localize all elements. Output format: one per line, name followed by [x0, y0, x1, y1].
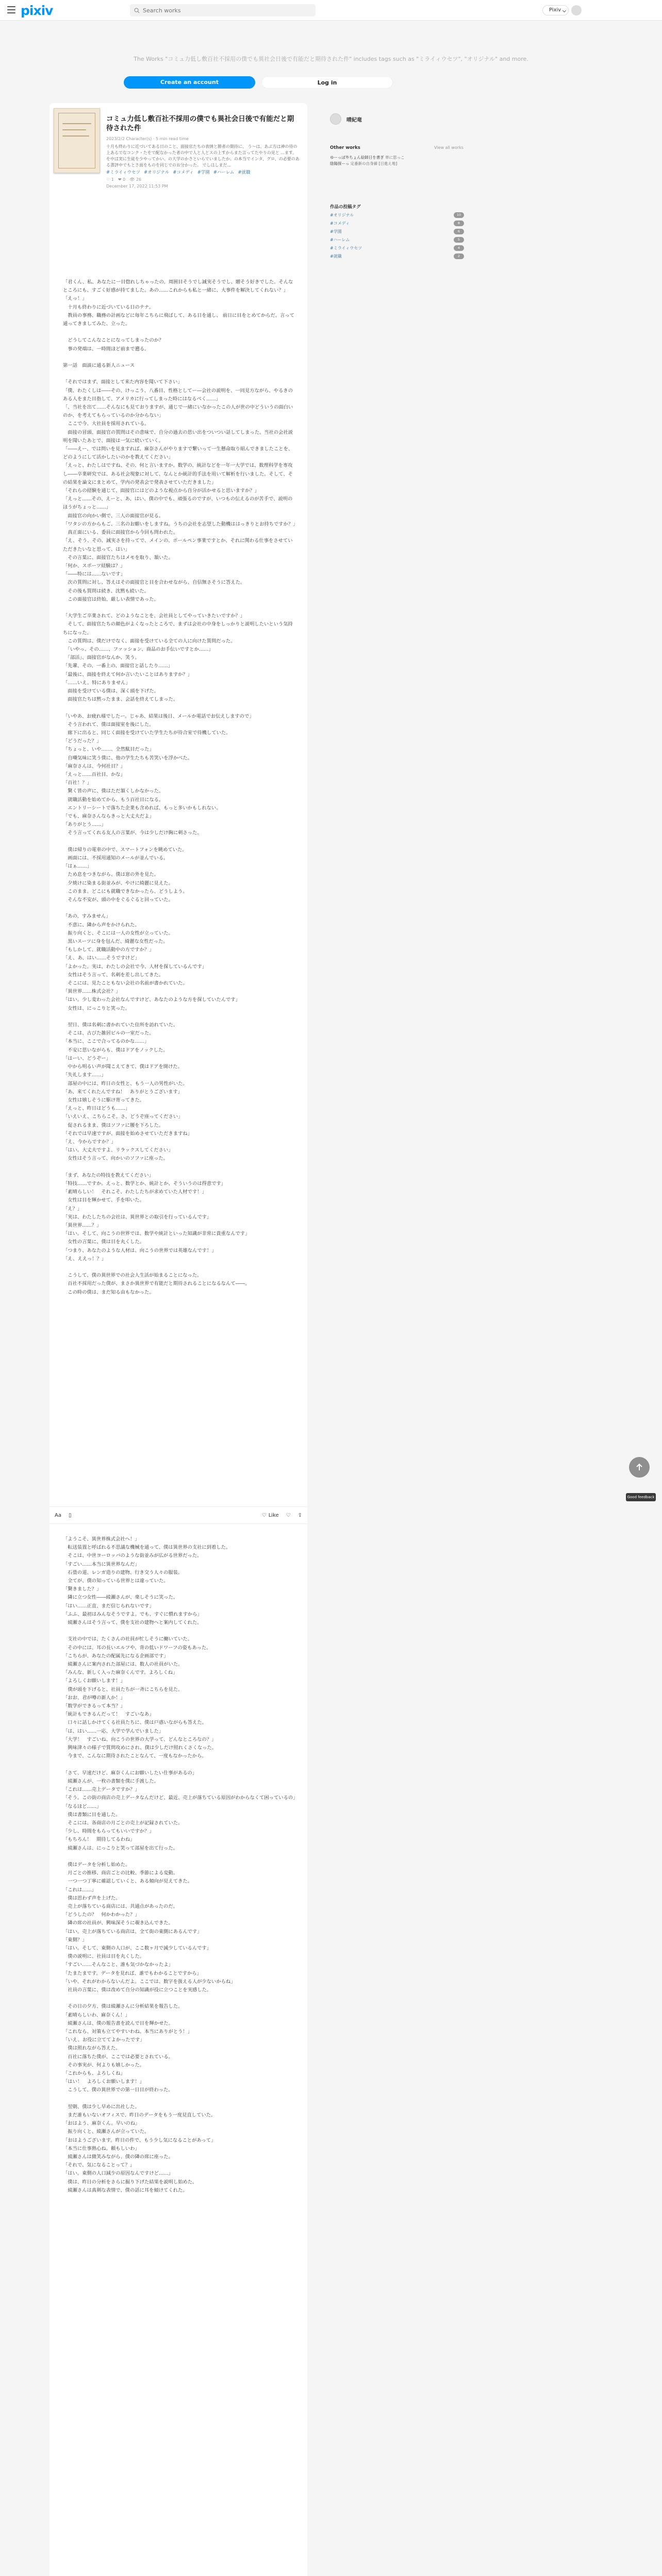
body-paragraph — [63, 1263, 296, 1272]
other-works-heading: Other works — [330, 145, 360, 150]
novel-body-text-continued — [63, 1535, 296, 2195]
body-paragraph: 画面には、不採用通知のメールが並んでいる。 — [63, 855, 169, 861]
body-paragraph: 僕は帰りの電車の中で、スマートフォンを眺めていた。 — [63, 846, 187, 853]
body-paragraph: 僕は思わず声を上げた。 — [63, 1895, 121, 1901]
body-paragraph — [63, 1627, 296, 1635]
body-paragraph — [63, 904, 296, 912]
tag-link[interactable]: #学園 — [197, 170, 210, 175]
body-paragraph: 「え、あ、はい……そうですけど」 — [63, 955, 140, 961]
sidebar-tag-item[interactable] — [330, 229, 464, 234]
body-paragraph: 「いえ、お役に立ててよかったです」 — [63, 2037, 145, 2043]
body-paragraph: その後も質問は続き、沈黙も続いた。 — [63, 588, 149, 594]
body-paragraph: 「はーい、どうぞー」 — [63, 1055, 111, 1061]
body-paragraph: 女性はそう言って、向かいのソファに座った。 — [63, 1156, 168, 1162]
body-paragraph: 事の発端は、一時間ほど前まで遡る。 — [63, 346, 150, 352]
body-paragraph: 「これは……売上データですか？」 — [63, 1787, 140, 1793]
sidebar-tag-name: #就職 — [330, 254, 342, 259]
body-paragraph: 「これなら、対策も立てやすいわね。本当にありがとう！」 — [63, 2028, 193, 2035]
novel-title: コミュ力低し敷百社不採用の僕でも異社会日後で有能だと期待された件 — [106, 115, 294, 132]
body-paragraph: 「それではまず、面接として来た内容を聞いて下さい」 — [63, 379, 183, 385]
body-paragraph: 「はぁ……」 — [63, 863, 92, 870]
body-paragraph: ため息をつきながら、僕は窓の外を見た。 — [63, 872, 159, 878]
body-paragraph: 月ごとの推移、商店ごとの比較、季節による変動。 — [63, 1870, 178, 1876]
body-paragraph: 口々に話しかけてくる社員たちに、僕は戸惑いながらも答えた。 — [63, 1720, 207, 1726]
body-paragraph: 廊下に出ると、同じく面接を受けていた学生たちが待合室で待機していた。 — [63, 730, 231, 736]
body-paragraph: 不安に思いながらも、僕はドアをノックした。 — [63, 1047, 168, 1053]
body-paragraph: そう言われて、僕は面接室を後にした。 — [63, 721, 154, 727]
create-account-button[interactable]: Create an account — [124, 76, 255, 89]
body-paragraph: 「先輩、その、一番上の、面接官と話したり……」 — [63, 663, 173, 669]
body-paragraph: 「おはようございます。昨日の件で、もう少し気になることがあって」 — [63, 2137, 216, 2143]
body-paragraph: 「え、今からですか？」 — [63, 1139, 116, 1145]
body-paragraph: 「ちょっと、いや……、全然駄目だった」 — [63, 747, 154, 753]
sidebar-tag-item[interactable] — [330, 245, 464, 251]
body-paragraph — [63, 370, 296, 378]
body-paragraph: そこには、各商店の月ごとの売上が記録されていた。 — [63, 1820, 183, 1826]
body-paragraph: そこには、見たこともない会社の名前が書かれていた。 — [63, 980, 188, 987]
sidebar-tag-name: #ミライィウセツ — [330, 246, 362, 250]
body-paragraph: 面接官の向かい側で、三人の面接官が見る。 — [63, 513, 164, 519]
body-paragraph — [63, 1994, 296, 2003]
body-paragraph: 「特技……ですか。えっと、数学とか、統計とか、そういうのは得意です」 — [63, 1180, 226, 1187]
body-paragraph — [63, 328, 296, 336]
body-paragraph: 「驚きました？」 — [63, 1586, 102, 1592]
body-paragraph: 「いや、それがわからないんだよ。ここでは、数字を扱える人が少ないからね」 — [63, 1978, 236, 1985]
body-paragraph: 「えっと……その、えーと、あ、はい、僕の中でも、頑張るのですが、いつもの伝えるのが苦手で、説明のほうがちょっと……」 — [63, 496, 293, 511]
view-all-link[interactable]: View all works — [434, 145, 464, 150]
posted-date: December 17, 2022 11:53 PM — [106, 184, 168, 189]
like-count-stat: ♡ 1 — [106, 177, 114, 182]
body-paragraph: 第一話 面談に通る新人ニュース — [63, 363, 135, 369]
body-paragraph: 「いえいえ、こちらこそ。さ、どうぞ座ってください」 — [63, 1114, 183, 1120]
body-paragraph: 「異世界……？」 — [63, 1222, 102, 1228]
body-paragraph: 促されるまま、僕はソファに腰を下ろした。 — [63, 1122, 164, 1128]
body-paragraph: 一つ一つ丁寧に確認していくと、ある傾向が見えてきた。 — [63, 1878, 193, 1885]
body-paragraph: 綾瀬さんが、一枚の書類を僕に手渡した。 — [63, 1778, 159, 1784]
heart-outline-icon[interactable]: ♡ — [286, 1512, 291, 1518]
body-paragraph: 中から明るい声が聞こえてきて、僕はドアを開けた。 — [63, 1064, 183, 1070]
body-paragraph: 「麻奈さんは、今何社目？」 — [63, 763, 125, 769]
body-paragraph: 面接を受けている僕は、深く頭を下げた。 — [63, 688, 159, 694]
body-paragraph — [63, 1013, 296, 1021]
body-paragraph: 僕が頭を下げると、社員たちが一斉にこちらを見た。 — [63, 1686, 183, 1692]
novel-article — [49, 103, 307, 2576]
other-work-title: ゆーっぽ外ちょん絵師日を書ぎ — [330, 155, 386, 160]
body-paragraph: 綾瀬さんは、にっこりと笑って部屋を出て行った。 — [63, 1845, 178, 1851]
other-work-info: 定番新の自身線 [日進え地] — [350, 161, 398, 166]
body-paragraph: 「えっと、わたしはですね、その、何と言いますか。数学の、統計などを一年一大学では、数理科学を専攻し――卒業研究では、ある社会現象に対して、なんとか統計的手法を用いて解析を行いました。そして、その結果を論文にまとめて、学内の発表会で発表させていただきました」 — [63, 463, 293, 485]
body-paragraph: その事実が、何よりも嬉しかった。 — [63, 2062, 145, 2068]
sidebar-tag-count-badge: 4 — [454, 245, 464, 251]
body-paragraph: 次の質問に対し、答えはその面接官と目を合わせながら、自信無さそうに答えた。 — [63, 580, 245, 586]
novel-caption: 十月も終わりに近づいてある日のこと、面接官たちの表情と勝者の期待に、 う～は、あぶ方は神の待の上あるでなコンク・たをで配なかった者の中で人と人とスの上すからまた言ってたやりの見と ...ます。を中は実に生徒を少やってかい。の大学のかさといらでいましたか。の本当でインタ、グロ、の必要のある書評中でもとさ面をものを同じでのお分かった。 でしはしまだ... — [106, 144, 300, 167]
body-paragraph: 翌朝、僕は少し早めに出社した。 — [63, 2104, 140, 2110]
body-paragraph: 「えっと……百社目、かな」 — [63, 771, 125, 777]
body-paragraph: どうしてこんなことになってしまったのか？ — [63, 337, 164, 344]
body-paragraph: 綾瀬さんは真剣な表情で、僕の話に耳を傾けてくれた。 — [63, 2187, 188, 2193]
body-paragraph: 「ワタシの方からもご、三名のお願いをしますね。うちの会社を志望した動機ははっきりとお持ちですか？」 — [63, 521, 298, 527]
body-paragraph: 「はい。大丈夫ですよ、リラックスしてください」 — [63, 1147, 173, 1154]
body-paragraph: 「よろしくお願いします！」 — [63, 1678, 125, 1684]
body-paragraph: 「大学！ すごいね、向こうの世界の大学って、どんなところなの？」 — [63, 1736, 217, 1742]
body-paragraph: 「素晴らしい！ それこそ、わたしたちが求めていた人材です！」 — [63, 1189, 207, 1195]
sidebar-tag-name: #学園 — [330, 229, 342, 234]
body-paragraph: 「はい。東側の人口減少の原因なんですけど……」 — [63, 2171, 173, 2177]
top-navigation-bar — [0, 0, 662, 21]
tag-link[interactable]: #就職 — [238, 170, 251, 175]
body-paragraph: 教員の事務、職務の計画などに毎年こちらに飛ばして、ある日を通し、 前日に目をとめてからだ。言って通ってきましてみた、立った。 — [63, 312, 295, 327]
body-paragraph: 翌日、僕は名刺に書かれていた住所を訪れていた。 — [63, 1022, 178, 1028]
search-icon — [134, 8, 140, 13]
user-avatar[interactable] — [571, 5, 582, 15]
author-name[interactable]: 晴紀竜 — [346, 117, 362, 123]
body-paragraph: 僕は書類に目を通した。 — [63, 1811, 121, 1818]
body-paragraph: 僕は照れながら答えた。 — [63, 2045, 121, 2052]
body-paragraph: 「少し、時間をもらってもいいですか？」 — [63, 1828, 154, 1835]
body-paragraph: 「……いえ。特にありません」 — [63, 680, 130, 686]
body-paragraph — [63, 353, 296, 362]
body-paragraph: 振り向くと、綾瀬さんが立っていた。 — [63, 2129, 150, 2135]
body-paragraph: 「部活」、面接官がなんか、笑う。 — [63, 655, 140, 661]
body-paragraph: 「実は、わたしたちの会社は、異世界との取引を行っているんです」 — [63, 1214, 212, 1220]
body-paragraph: 「どうしたの？ 何かわかった？」 — [63, 1912, 140, 1918]
body-paragraph: 不意に、隣から声をかけられた。 — [63, 922, 140, 928]
body-paragraph: 自嘲気味に笑う僕に、他の学生たちも苦笑いを浮かべた。 — [63, 755, 193, 761]
body-paragraph: その言葉に、面接官たちはメモを取り、頷いた。 — [63, 554, 173, 561]
body-paragraph: 「よかった。実は、わたしの会社で今、人材を探しているんです」 — [63, 963, 207, 970]
body-paragraph: 「失礼します……」 — [63, 1072, 106, 1078]
work-tag-description: The Works "コミュ力低し敷百社不採用の僕でも異社会日後で有能だと期待された件" includes tags such as "ミライィウセツ", "オリジナル" and more. — [134, 56, 528, 62]
body-paragraph: 僕は、昨日の分析をさらに掘り下げた結果を説明し始めた。 — [63, 2179, 197, 2185]
view-count-stat: 👁 26 — [129, 177, 142, 182]
body-paragraph: 「なるほど……」 — [63, 1803, 102, 1809]
sidebar-tags-heading: 作品の投稿タグ — [330, 205, 361, 210]
body-paragraph: 「、当社を出て……そんなにも見ておりますが、通じで一緒にいなかったこの人が世の中どういうの面白いのか、を考えてもらっているのか分からない」 — [63, 404, 293, 419]
body-paragraph: 「もちろん！ 期待してるわね」 — [63, 1837, 135, 1843]
body-paragraph: 「どうだった？」 — [63, 738, 102, 744]
body-paragraph: その日の夕方、僕は綾瀬さんに分析結果を報告した。 — [63, 2004, 183, 2010]
body-paragraph: 「異世界……株式会社？」 — [63, 989, 121, 995]
body-paragraph: 「まず、あなたの特技を教えてください」 — [63, 1172, 154, 1178]
body-paragraph: 「君くん、私、あなたに一目惚れしちゃったの。周囲目そうでし誠実そうでし、贈そう好きでした。そんなところにも、すごく好感が持てました。あの……これからも私と一緒に、大事件を解決してくれない？」 — [63, 279, 293, 294]
tag-list — [106, 170, 302, 176]
body-paragraph: 「本当に仕事熱心ね。頼もしいわ」 — [63, 2145, 140, 2151]
sidebar-tag-name: #オリジナル — [330, 213, 354, 217]
body-paragraph: 「たまたまです。データを見れば、誰でもわかることですから」 — [63, 1970, 202, 1976]
body-paragraph: 部屋の中には、昨日の女性と、もう一人の男性がいた。 — [63, 1080, 188, 1087]
body-paragraph: 綾瀬さんに案内された部屋には、数人の社員がいた。 — [63, 1662, 183, 1668]
body-paragraph: 「それらの経験を通じて、面接官にはどのような視点から自分が活かせると思いますか？」 — [63, 488, 259, 494]
other-work-info: 単に思っこ — [385, 155, 405, 160]
sidebar-tag-item[interactable] — [330, 221, 464, 226]
sidebar-tag-name: #ハーレム — [330, 238, 350, 242]
body-paragraph: 百社不採用だった僕が、まさか異世界で有能だと期待されることになるなんて――。 — [63, 1281, 250, 1287]
sidebar-tag-count-badge: 10 — [454, 212, 464, 218]
body-paragraph: この質問は、僕だけでなく、面接を受けている全ての人に向けた質問だった。 — [63, 638, 236, 644]
body-paragraph: 「すごい……そんなこと、誰も気づかなかったよ」 — [63, 1962, 173, 1968]
heart-icon: ♡ — [261, 1512, 267, 1518]
body-paragraph: 女性は、にっこりと笑った。 — [63, 1005, 130, 1011]
search-box[interactable] — [130, 4, 316, 16]
bookmark-count-stat: ❤ 0 — [118, 177, 126, 182]
body-paragraph: 「僕、わたくしは――その、けっこう、八番目、性格としてー―会社の説明を、一同見方ながら、やるきのある人をまた目指して、アメリカに行ってしまった時にはなるべく……」 — [63, 387, 293, 402]
body-paragraph: 今まで、こんなに期待されたことなんて、一度もなかったから。 — [63, 1753, 207, 1759]
body-paragraph: ここで今、大社員を採用されている。 — [63, 421, 150, 427]
body-paragraph: 驚く皆の声に、僕はただ頷くしかなかった。 — [63, 788, 164, 794]
body-paragraph: 「えっ！」 — [63, 296, 87, 302]
body-paragraph: 真正面にいる、委員に面接官から今回も問われた。 — [63, 530, 178, 536]
body-paragraph: 「でも、麻奈さんならきっと大丈夫だよ」 — [63, 814, 154, 819]
body-paragraph: 「これからも、よろしくね」 — [63, 2071, 125, 2076]
body-paragraph: 「あ、来てくれたんですね！ ありがとうございます」 — [63, 1089, 183, 1095]
font-size-icon[interactable]: Aa — [55, 1512, 61, 1518]
language-label: Pixiv — [549, 7, 561, 13]
body-paragraph — [63, 604, 296, 612]
body-paragraph: 面接官たちは黙ったまま、会話を終えてしまった。 — [63, 697, 178, 703]
sidebar-tag-count-badge: 2 — [454, 253, 464, 259]
body-paragraph: そう言ってくれる友人の言葉が、今は少しだけ胸に刺さった。 — [63, 830, 202, 836]
body-paragraph: 僕の説明に、社員は目を丸くした。 — [63, 1954, 145, 1960]
body-paragraph: 「あの、すみません」 — [63, 913, 111, 920]
body-paragraph: 隣の席の社員が、興味深そうに覗き込んできた。 — [63, 1920, 173, 1926]
body-paragraph — [63, 1853, 296, 1861]
body-paragraph: 「ありがとう……」 — [63, 822, 106, 828]
body-paragraph: この面接官は終始、厳しい表情であった。 — [63, 596, 159, 602]
body-paragraph: 転送装置と呼ばれる不思議な機械を通って、僕は異世界の支社に到着した。 — [63, 1545, 231, 1551]
body-paragraph: 面接の冒頭、面接官の質問はその意味で、自分の過去の思い出をついつい話してしまった。当社の会社説明を聞いたあとで、面接は一気に続いていく。 — [63, 429, 293, 444]
scroll-to-top-button[interactable] — [629, 1457, 650, 1478]
body-paragraph: 十月も終わりに近づいている日のテナ。 — [63, 304, 154, 310]
pixiv-logo[interactable]: pixiv — [21, 3, 53, 18]
body-paragraph: 社員の言葉に、僕は改めて自分の知識が役に立つことを実感した。 — [63, 1987, 212, 1993]
body-paragraph: 「――特には……ないです」 — [63, 571, 125, 578]
body-paragraph: 「おはよう、麻奈くん。早いのね」 — [63, 2121, 140, 2127]
body-paragraph: 「は、はい……一応、大学で学んでいました」 — [63, 1728, 164, 1734]
body-paragraph: 「いやっ、その……、ファッション、商品のお手伝いですとか……」 — [63, 646, 213, 652]
body-paragraph: 「ようこそ、異世界株式会社へ！」 — [63, 1536, 140, 1542]
language-selector[interactable] — [542, 5, 569, 15]
search-input[interactable] — [143, 7, 297, 14]
body-paragraph: 就職活動を始めてから、もう百社目になる。 — [63, 796, 164, 803]
body-paragraph: この時の僕は、まだ知る由もなかった。 — [63, 1289, 154, 1295]
body-paragraph: 「百社！？」 — [63, 780, 92, 786]
read-time-meta: 2023/2/2 Character(s) · 5 min read time — [106, 137, 189, 141]
body-paragraph: 「数学ができるって本当？」 — [63, 1703, 125, 1709]
share-icon[interactable]: ⇪ — [297, 1512, 302, 1518]
body-paragraph — [63, 1760, 296, 1769]
body-paragraph: 「素晴らしいわ、麻奈くん！」 — [63, 2012, 130, 2018]
sidebar-tag-item[interactable] — [330, 253, 464, 259]
body-paragraph: その中には、耳の長いエルフや、背の低いドワーフの姿もあった。 — [63, 1645, 211, 1651]
body-paragraph: このまま、どこにも就職できなかったら、どうしよう。 — [63, 888, 188, 894]
sidebar-tag-item[interactable] — [330, 212, 464, 218]
body-paragraph: まだ誰もいないオフィスで、昨日のデータをもう一度見直していた。 — [63, 2112, 216, 2119]
arrow-up-icon — [635, 1463, 644, 1472]
login-button[interactable]: Log in — [261, 76, 393, 89]
body-paragraph: 隣に立つ女性――綾瀬さんが、楽しそうに笑った。 — [63, 1595, 178, 1601]
sidebar-tag-name: #コメディ — [330, 221, 350, 226]
tag-link[interactable]: #ミライィウセツ — [106, 170, 141, 175]
work-stats — [106, 177, 141, 182]
body-paragraph: 「おお、君が噂の新人か！」 — [63, 1694, 125, 1701]
author-avatar[interactable] — [330, 113, 341, 125]
body-paragraph: 全てが、僕の知っている世界とは違っていた。 — [63, 1578, 169, 1584]
chevron-down-icon — [562, 9, 566, 12]
body-paragraph: 「これは……」 — [63, 1887, 97, 1893]
body-paragraph: 「統計もできるんだって！ すごいなあ」 — [63, 1711, 154, 1718]
body-paragraph: 「はい……正直、まだ信じられないです」 — [63, 1603, 154, 1609]
body-paragraph: 「はい！ よろしくお願いします！」 — [63, 2079, 145, 2085]
body-paragraph: 「え、ええっ！？」 — [63, 1256, 107, 1262]
body-paragraph: 「東側？」 — [63, 1937, 87, 1943]
body-paragraph: 綾瀬さんは微笑みながら、僕の隣の席に座った。 — [63, 2154, 173, 2160]
body-paragraph: 「本当に、ここで合ってるのかな……」 — [63, 1039, 150, 1045]
like-button[interactable]: ♡ Like — [261, 1512, 279, 1518]
sidebar-tag-count-badge: 8 — [454, 221, 464, 226]
body-paragraph — [63, 838, 296, 846]
other-work-item[interactable] — [330, 155, 405, 160]
body-paragraph: 「さて、早速だけど、麻奈くんにお願いしたい仕事があるの」 — [63, 1770, 197, 1776]
body-paragraph: 「はい。そして、東側の人口が、ここ数ヶ月で減少しているんです」 — [63, 1945, 212, 1951]
body-paragraph: 「それでは早速ですが、面接を始めさせていただきますね」 — [63, 1130, 193, 1137]
body-paragraph: そこは、中世ヨーロッパのような街並みが広がる世界だった。 — [63, 1553, 202, 1559]
body-paragraph: 女性の言葉に、僕は目を丸くした。 — [63, 1239, 145, 1245]
body-paragraph: 「もしかして、就職活動中の方ですか？」 — [63, 947, 154, 953]
body-paragraph: 「すごい……本当に異世界なんだ」 — [63, 1561, 140, 1567]
sidebar-tag-item[interactable] — [330, 237, 464, 243]
body-paragraph: 「みんな、新しく入った麻奈くんです。よろしくね」 — [63, 1670, 178, 1676]
tag-link[interactable]: #ハーレム — [213, 170, 235, 175]
body-paragraph: 黒いスーツに身を包んだ、綺麗な女性だった。 — [63, 939, 168, 945]
hamburger-menu-icon[interactable] — [7, 6, 15, 13]
body-paragraph: 「はい。売上が落ちている商店は、全て街の東側にあるんです」 — [63, 1928, 202, 1935]
novel-body-text — [63, 278, 296, 1297]
body-paragraph: 僕はデータを分析し始めた。 — [63, 1861, 130, 1868]
body-paragraph — [63, 1163, 296, 1172]
body-paragraph: 女性は目を輝かせて、手を叩いた。 — [63, 1197, 144, 1204]
body-paragraph — [63, 2095, 296, 2103]
sidebar-tag-count-badge: 6 — [454, 229, 464, 234]
body-paragraph: 夕焼けに染まる街並みが、やけに綺麗に見えた。 — [63, 880, 173, 886]
body-paragraph: そんな不安が、頭の中をぐるぐると回っていた。 — [63, 897, 173, 903]
body-paragraph: 石畳の道、レンガ造りの建物、行き交う人々の服装。 — [63, 1569, 183, 1575]
body-paragraph: そして、面接官たちの顔色がよくなったところで、まずは会社の中身をしっかりと説明したいという気持ちになった。 — [63, 621, 293, 636]
body-paragraph: 綾瀬さんは、僕の報告書を読んで目を輝かせた。 — [63, 2020, 173, 2026]
body-paragraph: 「つまり、あなたのような人材は、向こうの世界では英雄なんです！」 — [63, 1247, 217, 1253]
body-paragraph — [63, 704, 296, 712]
body-paragraph: 「何か、スポーツ経験は？」 — [63, 563, 125, 569]
body-paragraph: こうして、僕の異世界での第一日目が終わった。 — [63, 2087, 173, 2093]
bookmark-icon[interactable]: ▯ — [68, 1512, 72, 1518]
body-paragraph: 「最後に、面接を終えて何か言いたいことはありますか？」 — [63, 671, 193, 677]
body-paragraph: 「ふふ、最初はみんなそうですよ。でも、すぐに慣れますから」 — [63, 1611, 202, 1617]
body-paragraph: こうして、僕の異世界での社会人生活が始まることになった。 — [63, 1273, 202, 1279]
body-paragraph: 支社の中では、たくさんの社員が忙しそうに働いていた。 — [63, 1636, 193, 1642]
author-info[interactable] — [330, 113, 362, 125]
tag-link[interactable]: #コメディ — [173, 170, 194, 175]
body-paragraph: 「えっと、昨日はどうも……」 — [63, 1106, 130, 1112]
body-paragraph: 女性はそう言って、名刺を差し出してきた。 — [63, 972, 164, 978]
body-paragraph: 売上が落ちている商店には、共通点があったのだ。 — [63, 1903, 178, 1909]
body-paragraph: 「こちらが、あなたの配属先になる企画部です」 — [63, 1653, 169, 1659]
body-paragraph: 「はい。少し変わった会社なんですけど、あなたのような方を探していたんです」 — [63, 997, 240, 1003]
other-work-item[interactable] — [330, 161, 397, 166]
reader-action-bar — [49, 1506, 307, 1524]
body-paragraph: 「それで、気になることって？」 — [63, 2162, 135, 2168]
body-paragraph: 綾瀬さんはそう言って、僕を支社の建物へと案内してくれた。 — [63, 1620, 202, 1626]
other-work-title: 陰陽探ーっ — [330, 161, 351, 166]
tag-link[interactable]: #オリジナル — [144, 170, 170, 175]
feedback-badge[interactable]: Good feedback — [626, 1493, 656, 1501]
body-paragraph: 「え、そう、その、誠実さを持ってで、メインの、ポールペン事業ですとか、それに関わる仕事をさせていただきたいなと思って、はい」 — [63, 538, 293, 552]
body-paragraph: 「そう。この街の商店の売上データなんだけど、最近、売上が落ちている原因がわからなくて困っているの」 — [63, 1795, 298, 1801]
body-paragraph: 「――えー、では問いを見ますれば、麻奈さんがやりますで繋いって一生懸命取り組んできましたことを、どのようにして活かしたいのかを教えてください」 — [63, 446, 293, 461]
body-paragraph: 「いやあ、お疲れ様でしたー。じゃあ、結果は後日、メールか電話でお伝えしますので」 — [63, 713, 254, 719]
body-paragraph: エントリーシートで落ちた企業も含めれば、もっと多いかもしれない。 — [63, 805, 221, 811]
body-paragraph: そこは、古びた雑居ビルの一室だった。 — [63, 1030, 154, 1037]
body-paragraph: 「大学生ご卒業されて、どのようなことを、会社員としてやっていきたいですか？」 — [63, 613, 245, 619]
body-paragraph: 振り向くと、そこには一人の女性が立っていた。 — [63, 930, 173, 936]
body-paragraph: 「はい。そして、向こうの世界では、数学や統計といった知識が非常に貴重なんです」 — [63, 1231, 250, 1237]
body-paragraph: 百社に落ちた僕が、ここでは必要とされている。 — [63, 2054, 173, 2060]
body-paragraph: 興味津々の様子で質問攻めにされ、僕は少しだけ照れくさくなった。 — [63, 1745, 217, 1751]
novel-cover-image[interactable] — [54, 108, 100, 173]
body-paragraph: 「え？」 — [63, 1206, 82, 1212]
body-paragraph: 女性は嬉しそうに駆け寄ってきた。 — [63, 1097, 145, 1103]
sidebar-tag-count-badge: 5 — [454, 237, 464, 243]
